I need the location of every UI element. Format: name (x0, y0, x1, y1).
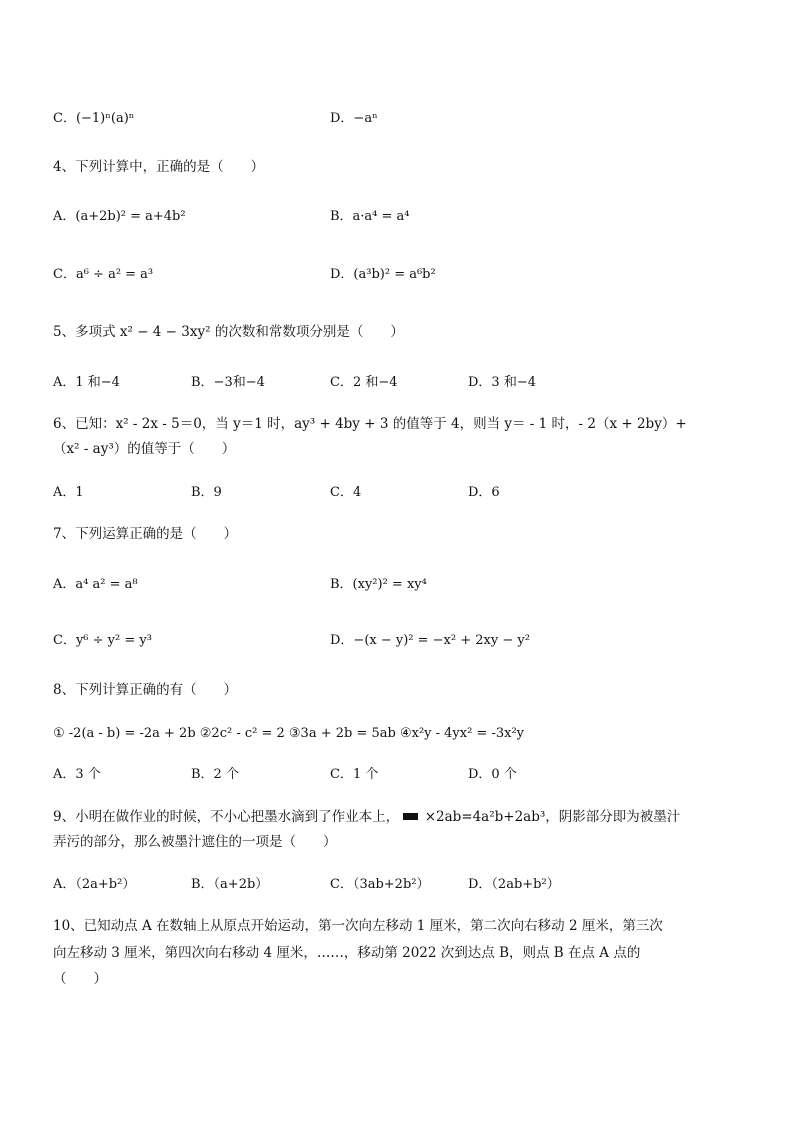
q3-option-c: C．(−1)ⁿ(a)ⁿ (53, 111, 135, 126)
q5-option-a: A．1 和−4 (53, 375, 120, 390)
q4-option-a: A．(a+2b)² = a+4b² (53, 209, 186, 224)
q5-option-b: B．−3和−4 (191, 375, 265, 390)
q9-text-after-blot: ×2ab=4a²b+2ab³，阴影部分即为被墨汁 (424, 809, 681, 825)
question-6-stem-line1: 6、已知：x² - 2x - 5＝0，当 y＝1 时，ay³ + 4by + 3 的值等于 4，则当 y＝ - 1 时，- 2（x + 2by）+ (53, 416, 687, 432)
q5-option-c: C．2 和−4 (330, 375, 398, 390)
question-10-stem-line3: （ ） (53, 971, 107, 987)
q7-option-c: C．y⁶ ÷ y² = y³ (53, 633, 152, 648)
q4-option-d: D．(a³b)² = a⁶b² (330, 267, 436, 282)
q9-option-b: B．（a+2b） (191, 877, 269, 892)
question-9-stem-line2: 弄污的部分，那么被墨汁遮住的一项是（ ） (53, 834, 337, 850)
q6-option-a: A．1 (53, 485, 84, 500)
q7-option-b: B．(xy²)² = xy⁴ (330, 577, 427, 592)
q4-option-b: B．a·a⁴ = a⁴ (330, 209, 410, 224)
q8-option-d: D．0 个 (468, 767, 517, 782)
q6-option-d: D．6 (468, 485, 500, 500)
q6-option-b: B．9 (191, 485, 222, 500)
question-4-stem: 4、下列计算中，正确的是（ ） (53, 159, 265, 175)
q8-statements: ① -2(a - b) = -2a + 2b ②2c² - c² = 2 ③3a + 2b = 5ab ④x²y - 4yx² = -3x²y (53, 726, 525, 741)
q8-option-c: C．1 个 (330, 767, 379, 782)
question-7-stem: 7、下列运算正确的是（ ） (53, 526, 238, 542)
q5-option-d: D．3 和−4 (468, 375, 536, 390)
question-10-stem-line2: 向左移动 3 厘米，第四次向右移动 4 厘米，……，移动第 2022 次到达点 B，则点 B 在点 A 点的 (53, 945, 641, 961)
question-10-stem-line1: 10、已知动点 A 在数轴上从原点开始运动，第一次向左移动 1 厘米，第二次向右移动 2 厘米，第三次 (53, 918, 663, 934)
q9-option-a: A．（2a+b²） (53, 877, 136, 892)
q7-option-a: A．a⁴ a² = a⁸ (53, 577, 138, 592)
q7-option-d: D．−(x − y)² = −x² + 2xy − y² (330, 633, 530, 648)
q9-text-before-blot: 9、小明在做作业的时候，不小心把墨水滴到了作业本上， (53, 809, 400, 825)
q9-option-d: D．（2ab+b²） (468, 877, 560, 892)
question-5-stem: 5、多项式 x² − 4 − 3xy² 的次数和常数项分别是（ ） (53, 324, 404, 340)
question-8-stem: 8、下列计算正确的有（ ） (53, 682, 238, 698)
q9-option-c: C．（3ab+2b²） (330, 877, 430, 892)
q8-option-a: A．3 个 (53, 767, 101, 782)
question-6-stem-line2: （x² - ay³）的值等于（ ） (53, 441, 236, 457)
ink-blot-icon (403, 813, 418, 820)
q8-option-b: B．2 个 (191, 767, 239, 782)
q4-option-c: C．a⁶ ÷ a² = a³ (53, 267, 154, 282)
q3-option-d: D．−aⁿ (330, 111, 378, 126)
q6-option-c: C．4 (330, 485, 362, 500)
question-9-stem-line1 (53, 808, 680, 826)
